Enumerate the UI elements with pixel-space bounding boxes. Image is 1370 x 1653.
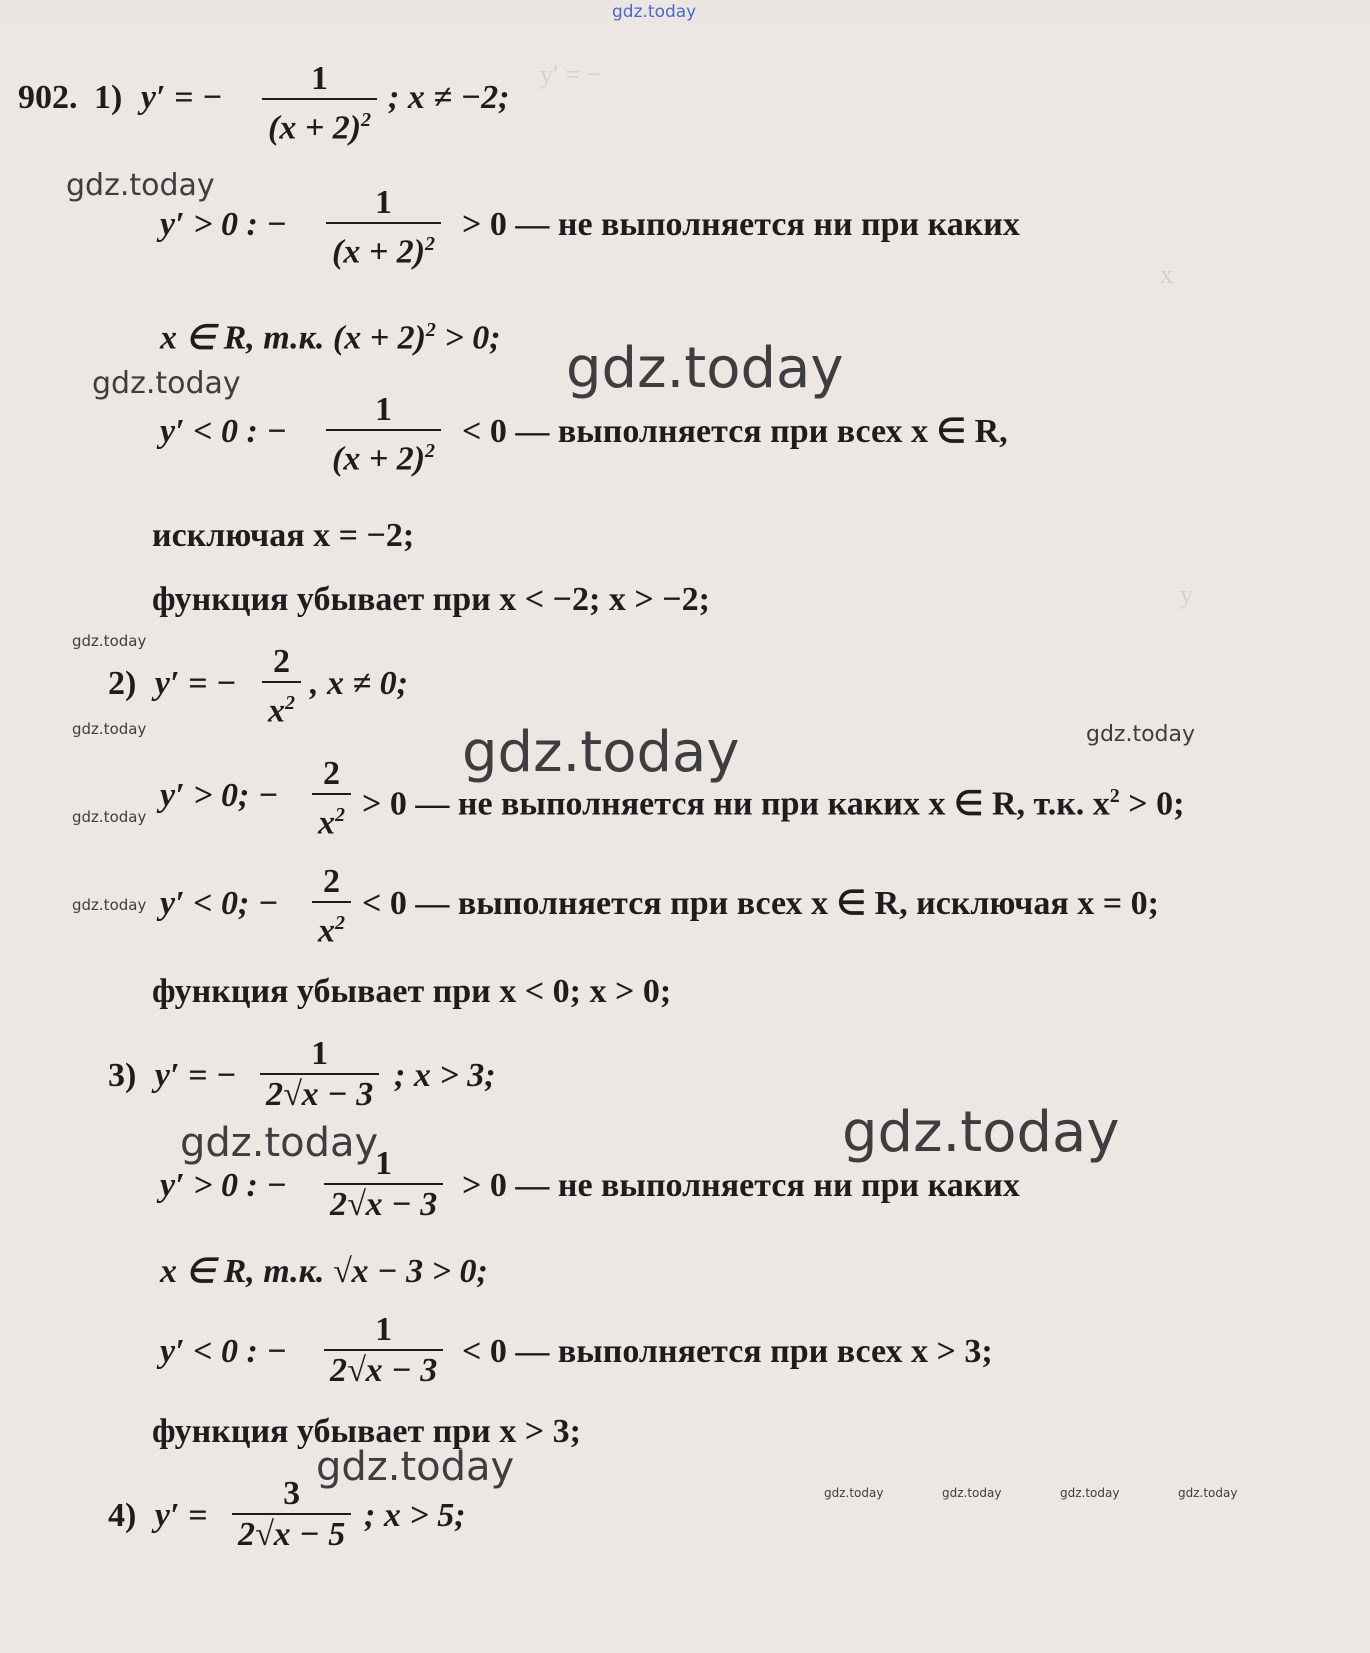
watermark: gdz.today bbox=[66, 168, 215, 203]
watermark: gdz.today bbox=[824, 1486, 884, 1500]
problem-number: 902. bbox=[18, 79, 78, 116]
bleed-through-text: y′ = − bbox=[540, 60, 602, 89]
watermark: gdz.today bbox=[180, 1120, 379, 1166]
negative-check-result: < 0 — выполняется при всех x > 3; bbox=[462, 1333, 993, 1370]
problem-4-header bbox=[108, 1496, 207, 1536]
fraction: $\frac{1}{(x + 2)^2}$ bbox=[322, 184, 445, 272]
watermark: gdz.today bbox=[842, 1100, 1120, 1165]
positive-check-result: > 0 — не выполняется ни при каких bbox=[462, 1167, 1020, 1204]
fraction: $\frac{1}{2√x - 3}$ bbox=[320, 1145, 447, 1225]
watermark: gdz.today bbox=[462, 720, 740, 785]
positive-check-result: > 0 — не выполняется ни при каких x ∈ R, т.к. $x^2 > 0$; bbox=[362, 785, 1185, 823]
fraction: $\frac{2}{x^2}$ bbox=[258, 643, 305, 731]
watermark: gdz.today bbox=[1178, 1486, 1238, 1500]
positive-check: y′ > 0 : − bbox=[160, 1167, 287, 1204]
fraction: $\frac{1}{2√x - 3}$ bbox=[320, 1311, 447, 1391]
negative-check-result: < 0 — выполняется при всех x ∈ R, bbox=[462, 413, 1008, 450]
watermark-top: gdz.today bbox=[612, 2, 697, 22]
decreasing-result: функция убывает при x < −2; x > −2; bbox=[152, 581, 710, 618]
positive-check-continuation: x ∈ R, т.к. $(x + 2)^2 > 0$; bbox=[160, 319, 501, 357]
fraction: $\frac{2}{x^2}$ bbox=[308, 755, 355, 843]
watermark: gdz.today bbox=[566, 336, 844, 401]
part-label: 2) bbox=[108, 665, 137, 702]
domain-condition: , x ≠ 0; bbox=[310, 665, 408, 702]
part-label: 4) bbox=[108, 1497, 137, 1534]
part-label: 3) bbox=[108, 1057, 137, 1094]
derivative-expression: y′ = bbox=[154, 1497, 208, 1534]
problem-1-header bbox=[18, 78, 222, 118]
domain-condition: ; x > 5; bbox=[364, 1497, 466, 1534]
part-label: 1) bbox=[94, 79, 123, 116]
positive-check: y′ > 0; − bbox=[160, 777, 279, 814]
negative-check-continuation: исключая x = −2; bbox=[152, 517, 415, 554]
fraction: $\frac{3}{2√x - 5}$ bbox=[228, 1475, 355, 1555]
domain-condition: ; x ≠ −2; bbox=[388, 79, 510, 116]
negative-check: y′ < 0; − bbox=[160, 885, 279, 922]
watermark: gdz.today bbox=[942, 1486, 1002, 1500]
derivative-expression: y′ = − bbox=[154, 1057, 237, 1094]
decreasing-result: функция убывает при x < 0; x > 0; bbox=[152, 973, 672, 1010]
negative-check: y′ < 0 : − bbox=[160, 413, 287, 450]
fraction-denominator: $(x + 2)^2$ bbox=[262, 98, 377, 148]
bleed-through-text: y bbox=[1180, 580, 1193, 609]
derivative-expression: y′ = − bbox=[154, 665, 237, 702]
watermark: gdz.today bbox=[316, 1444, 515, 1490]
decreasing-result: функция убывает при x > 3; bbox=[152, 1413, 581, 1450]
watermark: gdz.today bbox=[1060, 1486, 1120, 1500]
watermark: gdz.today bbox=[1086, 722, 1196, 747]
fraction: $\frac{2}{x^2}$ bbox=[308, 863, 355, 951]
fraction: $\frac{1}{2√x - 3}$ bbox=[256, 1035, 383, 1115]
watermark: gdz.today bbox=[92, 366, 241, 401]
fraction: $\frac{1}{(x + 2)^2}$ bbox=[322, 391, 445, 479]
positive-check: y′ > 0 : − bbox=[160, 206, 287, 243]
positive-check-continuation: x ∈ R, т.к. √x − 3 > 0; bbox=[160, 1253, 488, 1290]
problem-3-header bbox=[108, 1056, 236, 1096]
domain-condition: ; x > 3; bbox=[394, 1057, 496, 1094]
watermark: gdz.today bbox=[72, 720, 147, 738]
negative-check-result: < 0 — выполняется при всех x ∈ R, исключая x = 0; bbox=[362, 885, 1159, 922]
watermark: gdz.today bbox=[72, 808, 147, 826]
watermark: gdz.today bbox=[72, 632, 147, 650]
fraction-numerator: 1 bbox=[311, 60, 329, 97]
positive-check-result: > 0 — не выполняется ни при каких bbox=[462, 206, 1020, 243]
watermark: gdz.today bbox=[72, 896, 147, 914]
fraction bbox=[258, 60, 381, 148]
bleed-through-text: x bbox=[1160, 260, 1173, 289]
problem-2-header bbox=[108, 664, 236, 704]
negative-check: y′ < 0 : − bbox=[160, 1333, 287, 1370]
derivative-expression: y′ = − bbox=[140, 79, 223, 116]
